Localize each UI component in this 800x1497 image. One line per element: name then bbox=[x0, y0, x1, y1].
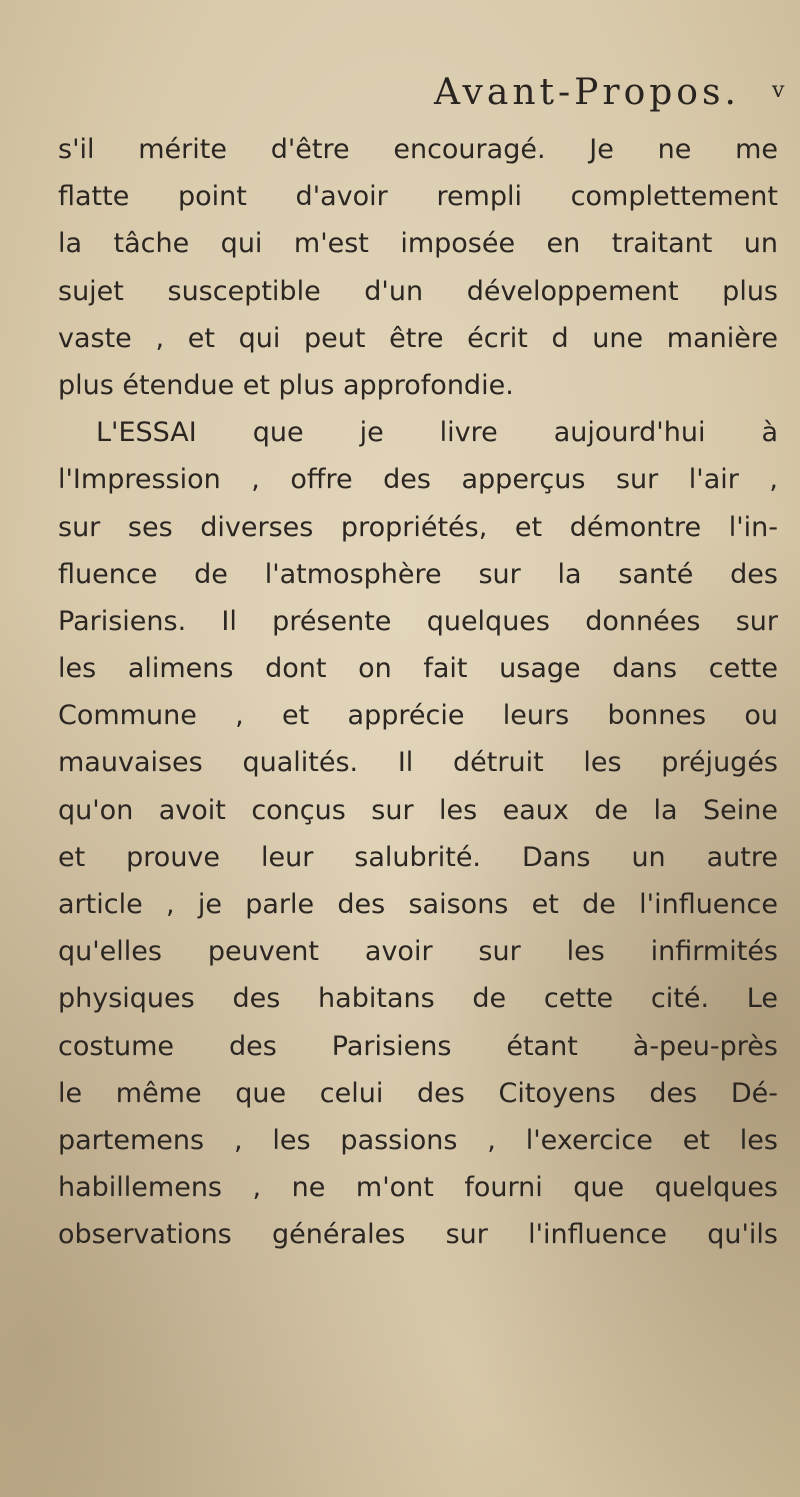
text-line: Commune , et apprécie leurs bonnes ou bbox=[58, 700, 778, 732]
text-line: L'ESSAI que je livre aujourd'hui à bbox=[96, 417, 778, 449]
text-line: plus étendue et plus approfondie. bbox=[58, 369, 514, 401]
text-line: flatte point d'avoir rempli complettement bbox=[58, 181, 778, 213]
text-line: habillemens , ne m'ont fourni que quelques bbox=[58, 1172, 778, 1204]
text-line: le même que celui des Citoyens des Dé- bbox=[58, 1077, 778, 1109]
text-line: Parisiens. Il présente quelques données sur bbox=[58, 605, 778, 637]
body-text bbox=[58, 126, 778, 1259]
text-line: vaste , et qui peut être écrit d une manière bbox=[58, 322, 778, 354]
text-line: partemens , les passions , l'exercice et les bbox=[58, 1124, 778, 1156]
text-line: costume des Parisiens étant à-peu-près bbox=[58, 1030, 778, 1062]
text-line: mauvaises qualités. Il détruit les préjugés bbox=[58, 747, 778, 779]
text-line: la tâche qui m'est imposée en traitant un bbox=[58, 228, 778, 260]
running-title: Avant-Propos. bbox=[434, 72, 740, 113]
text-line: l'Impression , offre des apperçus sur l'air , bbox=[58, 464, 778, 496]
page-number: v bbox=[772, 78, 785, 103]
text-line: et prouve leur salubrité. Dans un autre bbox=[58, 841, 778, 873]
text-line: s'il mérite d'être encouragé. Je ne me bbox=[58, 134, 778, 165]
text-line: qu'on avoit conçus sur les eaux de la Seine bbox=[58, 794, 778, 826]
page-header bbox=[0, 72, 800, 122]
text-line: les alimens dont on fait usage dans cette bbox=[58, 653, 778, 685]
text-line: sujet susceptible d'un développement plus bbox=[58, 275, 778, 307]
text-line: qu'elles peuvent avoir sur les infirmités bbox=[58, 936, 778, 968]
text-line: article , je parle des saisons et de l'influence bbox=[58, 889, 778, 920]
text-line: observations générales sur l'influence qu'ils bbox=[58, 1219, 778, 1251]
text-line: sur ses diverses propriétés, et démontre l'in- bbox=[58, 511, 778, 543]
text-line: physiques des habitans de cette cité. Le bbox=[58, 983, 778, 1015]
text-line: fluence de l'atmosphère sur la santé des bbox=[58, 558, 778, 590]
